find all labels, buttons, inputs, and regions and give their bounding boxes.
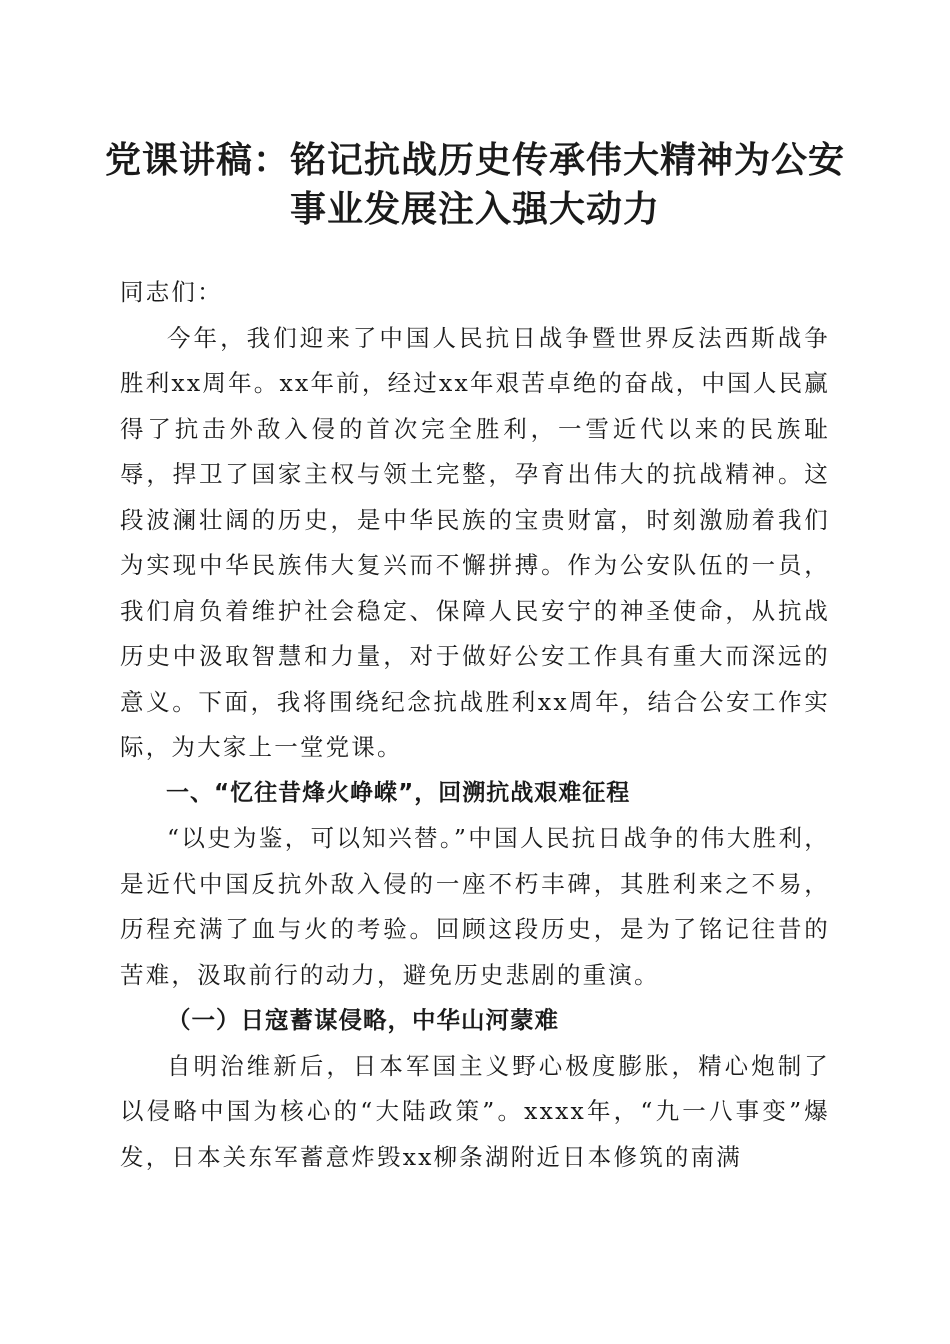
paragraph-intro: 今年，我们迎来了中国人民抗日战争暨世界反法西斯战争胜利xx周年。xx年前，经过xx年艰苦卓绝的奋战，中国人民赢得了抗击外敌入侵的首次完全胜利，一雪近代以来的民族耻辱，捍卫了国家主权与领土完整，孕育出伟大的抗战精神。这段波澜壮阔的历史，是中华民族的宝贵财富，时刻激励着我们为实现中华民族伟大复兴而不懈拼搏。作为公安队伍的一员，我们肩负着维护社会稳定、保障人民安宁的神圣使命，从抗战历史中汲取智慧和力量，对于做好公安工作具有重大而深远的意义。下面，我将围绕纪念抗战胜利xx周年，结合公安工作实际，为大家上一堂党课。 [120,323,830,761]
document-body [120,270,830,1180]
title-line-1: 党课讲稿：铭记抗战历史传承伟大精神为公安 [104,139,845,181]
title-line-2: 事业发展注入强大动力 [289,188,660,230]
subsection-heading-1-1: （一）日寇蓄谋侵略，中华山河蒙难 [167,1006,559,1034]
paragraph-2: 自明治维新后，日本军国主义野心极度膨胀，精心炮制了以侵略中国为核心的“大陆政策”。xxxx年，“九一八事变”爆发，日本关东军蓄意炸毁xx柳条湖附近日本修筑的南满 [120,1051,830,1171]
section-heading-1: 一、“忆往昔烽火峥嵘”，回溯抗战艰难征程 [166,779,631,806]
salutation: 同志们： [120,278,223,306]
document-title [100,136,850,234]
paragraph-1: “以史为鉴，可以知兴替。”中国人民抗日战争的伟大胜利，是近代中国反抗外敌入侵的一座不朽丰碑，其胜利来之不易，历程充满了血与火的考验。回顾这段历史，是为了铭记往昔的苦难，汲取前行的动力，避免历史悲剧的重演。 [120,824,830,989]
